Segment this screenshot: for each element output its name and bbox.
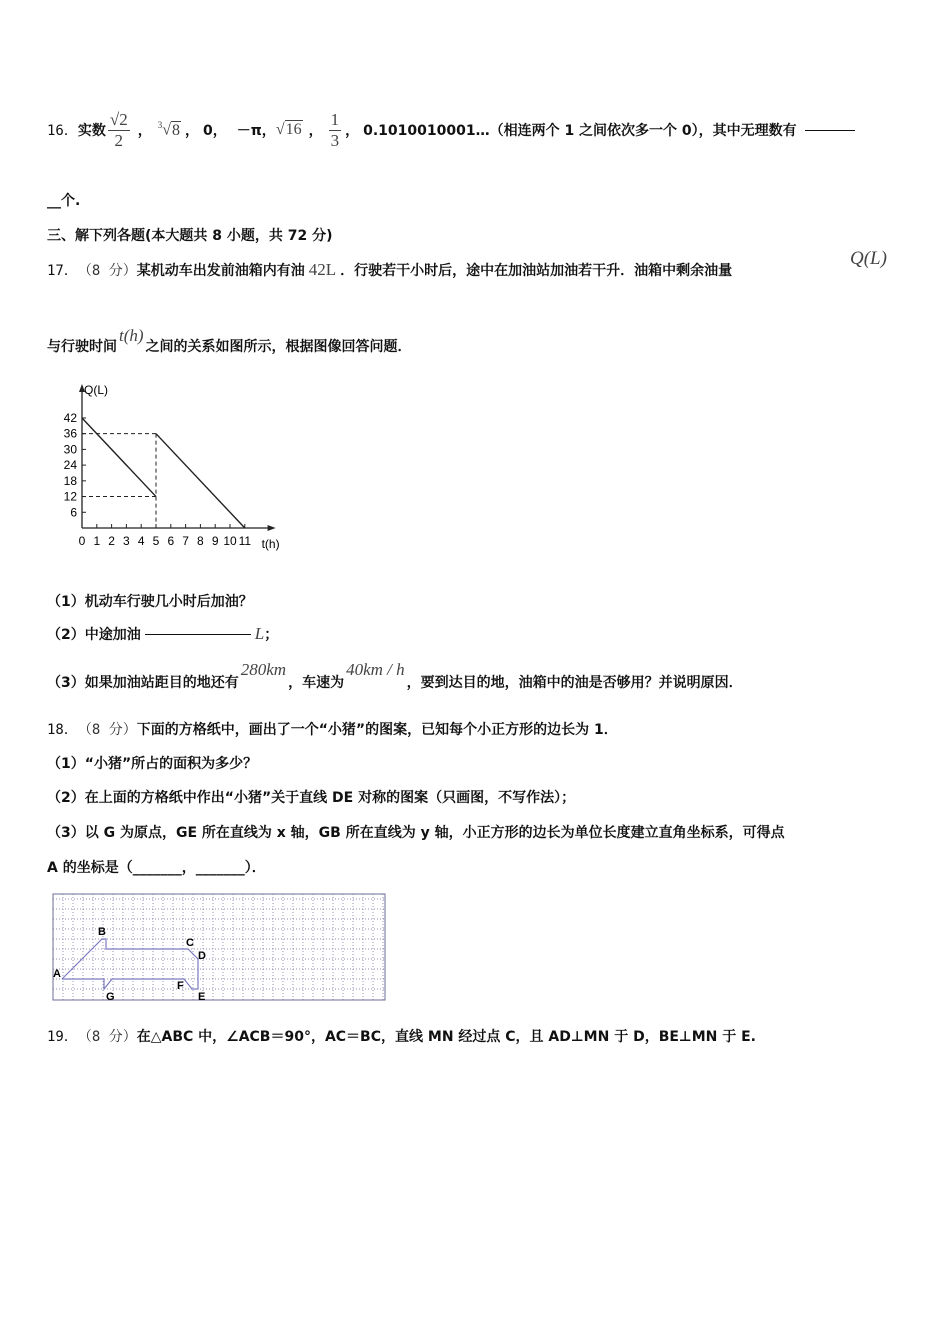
radicand: 16	[285, 121, 302, 138]
q17-sub-3	[47, 660, 743, 694]
q17-text-2: ．行驶若干小时后，途中在加油站加油若干升．油箱中剩余油量	[340, 263, 733, 279]
q16-series-text: 0.1010010001…（相连两个 1 之间依次多一个 0），其中无理数有	[363, 123, 797, 139]
q18-line-1	[47, 719, 618, 739]
x-tick-label: 9	[211, 534, 219, 548]
separator: ，	[184, 123, 199, 139]
x-tick-label: 8	[197, 534, 204, 548]
unit-L: L	[254, 624, 265, 643]
fuel-chart	[50, 380, 320, 565]
math-40kmh: 40km / h	[346, 660, 405, 679]
q17-line-2	[47, 326, 412, 358]
frac-numerator: √2	[109, 109, 128, 129]
q18-score: （8 分）	[77, 722, 137, 738]
q17-sub-2-end: ；	[264, 627, 279, 643]
q18-sub-3-line-1: （3）以 G 为原点，GE 所在直线为 x 轴，GB 所在直线为 y 轴，小正方形的边长为单位长度建立直角坐标系，可得点	[47, 825, 785, 841]
y-tick-label: 6	[70, 505, 77, 520]
zero-value: 0，	[202, 123, 227, 139]
label-C: C	[186, 937, 194, 949]
x-axis-arrow	[268, 525, 276, 531]
y-tick-label: 18	[63, 473, 77, 488]
q17-sub-1: （1）机动车行驶几小时后加油？	[47, 594, 253, 610]
q17-number: 17．	[47, 263, 78, 279]
section-3-heading: 三、解下列各题(本大题共 8 小题，共 72 分)	[47, 228, 333, 244]
q16-number: 16．	[47, 123, 78, 139]
answer-blank	[805, 130, 855, 131]
q17-line-1	[47, 258, 732, 282]
x-tick-label: 11	[238, 534, 252, 548]
pig-grid-figure	[52, 893, 388, 1003]
q19-text: 在△ABC 中，∠ACB＝90°，AC＝BC，直线 MN 经过点 C，且 AD⊥MN 于 D，BE⊥MN 于 E.	[136, 1029, 757, 1045]
answer-blank	[145, 634, 251, 635]
q18-sub-2: （2）在上面的方格纸中作出“小猪”关于直线 DE 对称的图案（只画图，不写作法）；	[47, 790, 576, 806]
label-D: D	[198, 950, 206, 962]
q17-sub-3-text-1: （3）如果加油站距目的地还有	[47, 675, 239, 691]
x-tick-label: 3	[123, 534, 130, 548]
frac-sqrt2-over-2	[108, 110, 130, 151]
frac-denominator: 2	[114, 130, 124, 150]
series-line-1	[82, 418, 156, 497]
q16-line	[47, 104, 855, 156]
q16-continuation: __个.	[47, 193, 81, 209]
label-B: B	[98, 926, 106, 938]
root-index: 3	[157, 120, 163, 131]
separator: ，	[137, 123, 152, 139]
q18-number: 18．	[47, 722, 78, 738]
y-tick-label: 36	[63, 426, 77, 441]
frac-numerator: 1	[330, 109, 340, 129]
q17-sub-2	[47, 624, 278, 644]
q17-score: （8 分）	[77, 263, 137, 279]
q18-sub-3-line-2: A 的坐标是（_______，_______）．	[47, 860, 266, 876]
label-G: G	[106, 991, 115, 1003]
math-42L: 42L	[308, 260, 337, 279]
q17-sub-2-text: （2）中途加油	[47, 627, 141, 643]
x-tick-label: 0	[78, 534, 86, 548]
q16-lead: 实数	[77, 123, 106, 139]
q18-sub-1: （1）“小猪”所占的面积为多少？	[47, 756, 258, 772]
label-A: A	[53, 968, 61, 980]
q19-number: 19．	[47, 1029, 78, 1045]
y-tick-label: 12	[63, 489, 77, 504]
q19-line	[47, 1026, 756, 1046]
label-E: E	[198, 991, 206, 1003]
x-tick-label: 10	[223, 534, 237, 548]
q19-score: （8 分）	[77, 1029, 137, 1045]
x-tick-label: 5	[152, 534, 160, 548]
radicand: 8	[171, 121, 180, 139]
series-line-2	[156, 434, 245, 528]
neg-pi-value: －π，	[236, 123, 276, 139]
y-axis-label: Q(L)	[84, 383, 108, 397]
y-tick-label: 42	[63, 410, 77, 425]
frac-one-third	[329, 110, 342, 151]
q17-text-3: 与行驶时间	[47, 339, 117, 355]
x-tick-label: 6	[167, 534, 175, 548]
q17-sub-3-text-2: ，车速为	[288, 675, 345, 691]
x-tick-label: 7	[182, 534, 189, 548]
separator: ，	[345, 123, 360, 139]
q18-text: 下面的方格纸中，画出了一个“小猪”的图案，已知每个小正方形的边长为 1．	[136, 722, 618, 738]
math-QL: Q(L)	[850, 248, 887, 269]
sqrt-16: √16	[275, 121, 302, 138]
q17-text-1: 某机动车出发前油箱内有油	[136, 263, 305, 279]
math-th: t(h)	[119, 326, 144, 345]
x-tick-label: 4	[137, 534, 145, 548]
cube-root-8: $^3$√8	[157, 120, 180, 139]
separator: ，	[308, 123, 323, 139]
frac-denominator: 3	[330, 130, 340, 150]
label-F: F	[177, 980, 184, 992]
q17-sub-3-text-3: ，要到达目的地，油箱中的油是否够用？并说明原因．	[406, 675, 743, 691]
y-tick-label: 30	[63, 442, 77, 457]
x-axis-label: t(h)	[261, 537, 280, 551]
x-tick-label: 1	[93, 534, 101, 548]
q17-text-4: 之间的关系如图所示，根据图像回答问题．	[145, 339, 412, 355]
math-280km: 280km	[240, 660, 287, 679]
x-tick-label: 2	[108, 534, 115, 548]
y-tick-label: 24	[63, 458, 77, 473]
